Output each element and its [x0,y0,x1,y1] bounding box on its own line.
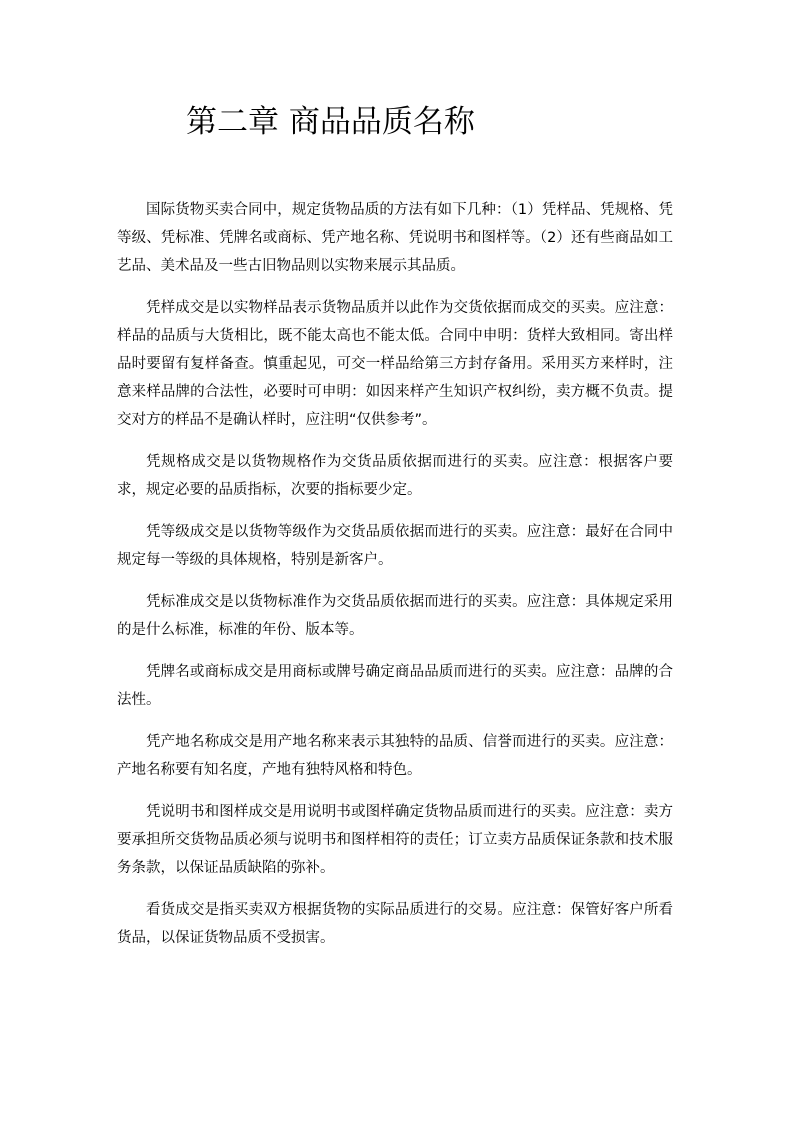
paragraph-description: 凭说明书和图样成交是用说明书或图样确定货物品质而进行的买卖。应注意：卖方要承担所交货物品质必须与说明书和图样相符的责任；订立卖方品质保证条款和技术服务条款，以保证品质缺陷的弥补。 [117,804,673,876]
paragraph-sample: 凭样成交是以实物样品表示货物品质并以此作为交货依据而成交的买卖。应注意：样品的品质与大货相比，既不能太高也不能太低。合同中申明：货样大致相同。寄出样品时要留有复样备查。慎重起见，可交一样品给第三方封存备用。采用买方来样时，注意来样品牌的合法性，必要时可申明：如因来样产生知识产权纠纷，卖方概不负责。提交对方的样品不是确认样时，应注明“仅供参考”。 [117,300,673,428]
paragraph-brand: 凭牌名或商标成交是用商标或牌号确定商品品质而进行的买卖。应注意：品牌的合法性。 [117,664,673,708]
paragraph-inspection: 看货成交是指买卖双方根据货物的实际品质进行的交易。应注意：保管好客户所看货品，以保证货物品质不受损害。 [117,902,673,946]
paragraph-origin: 凭产地名称成交是用产地名称来表示其独特的品质、信誉而进行的买卖。应注意：产地名称要有知名度，产地有独特风格和特色。 [117,734,673,778]
paragraph-grade: 凭等级成交是以货物等级作为交货品质依据而进行的买卖。应注意：最好在合同中规定每一等级的具体规格，特别是新客户。 [117,524,673,568]
chapter-title: 第二章 商品品质名称 [186,104,475,140]
document-body [117,196,673,966]
paragraph-specification: 凭规格成交是以货物规格作为交货品质依据而进行的买卖。应注意：根据客户要求，规定必要的品质指标，次要的指标要少定。 [117,454,673,498]
paragraph-standard: 凭标准成交是以货物标准作为交货品质依据而进行的买卖。应注意：具体规定采用的是什么标准，标准的年份、版本等。 [117,594,673,638]
paragraph-intro: 国际货物买卖合同中，规定货物品质的方法有如下几种：（1）凭样品、凭规格、凭等级、凭标准、凭牌名或商标、凭产地名称、凭说明书和图样等。（2）还有些商品如工艺品、美术品及一些古旧物品则以实物来展示其品质。 [117,202,673,274]
